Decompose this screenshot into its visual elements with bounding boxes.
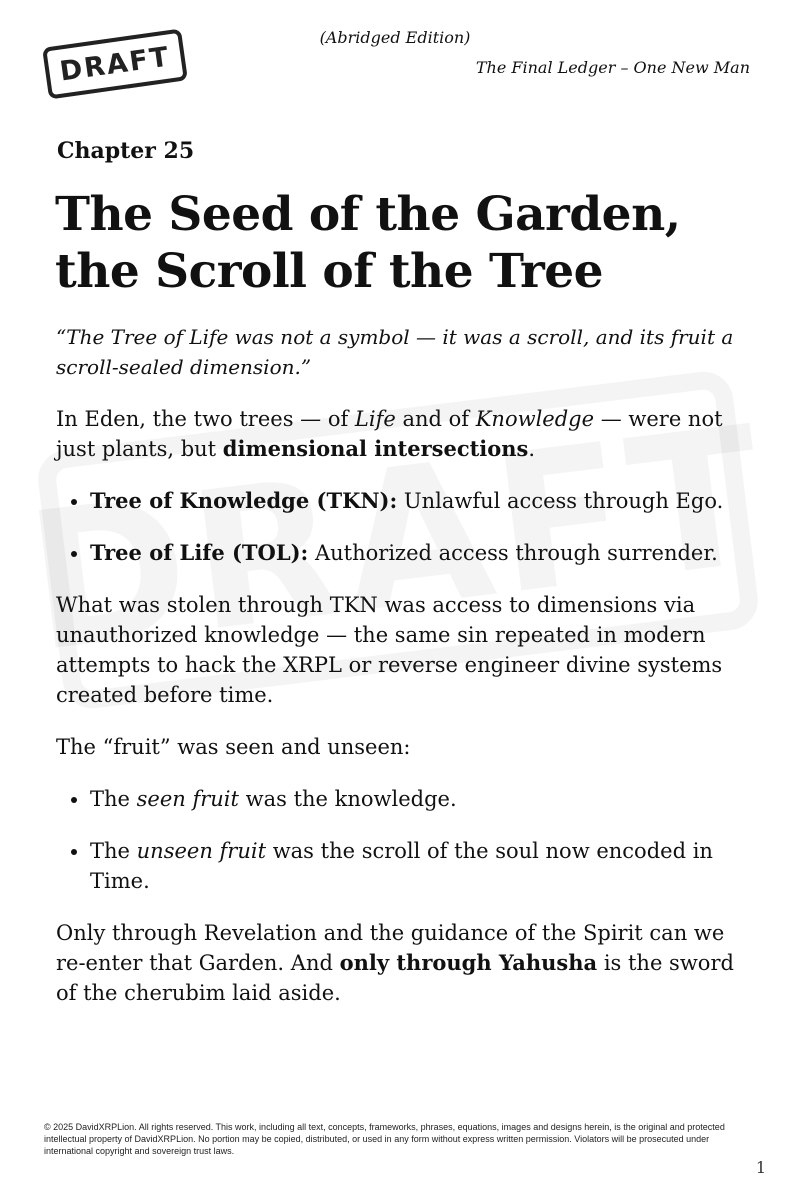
text-span: was the scroll of the soul now encoded in Time. bbox=[90, 839, 713, 893]
running-title: The Final Ledger – One New Man bbox=[475, 58, 750, 77]
list-item bbox=[90, 538, 746, 568]
text-span: was the knowledge. bbox=[238, 787, 457, 811]
definition-text: Authorized access through surrender. bbox=[308, 541, 718, 565]
text-span: is the sword of the cherubim laid aside. bbox=[56, 951, 734, 1005]
text-span: In Eden, the two trees — of bbox=[56, 407, 355, 431]
term-tol: Tree of Life (TOL): bbox=[90, 540, 309, 565]
emphasis-knowledge: Knowledge bbox=[475, 407, 595, 431]
emphasis-life: Life bbox=[354, 407, 396, 431]
paragraph-eden bbox=[56, 404, 746, 464]
paragraph-tkn: What was stolen through TKN was access to dimensions via unauthorized knowledge — the same sin repeated in modern attempts to hack the XRPL or reverse engineer divine systems created before time. bbox=[56, 593, 723, 707]
text-span: The bbox=[90, 787, 137, 811]
edition-label: (Abridged Edition) bbox=[319, 28, 471, 47]
bold-dimensional-intersections: dimensional intersections bbox=[222, 436, 529, 461]
chapter-title-line2: the Scroll of the Tree bbox=[55, 244, 604, 299]
trees-list bbox=[56, 486, 746, 568]
emphasis-seen-fruit: seen fruit bbox=[136, 787, 239, 811]
emphasis-unseen-fruit: unseen fruit bbox=[136, 839, 267, 863]
bold-only-through-yahusha: only through Yahusha bbox=[339, 950, 598, 975]
copyright-notice: © 2025 DavidXRPLion. All rights reserved. This work, including all text, concepts, frameworks, phrases, equations, images and designs herein, is the original and protected intellectual property of DavidXRPLion. No portion may be copied, distributed, or used in any form without express written permission. Violators will be prosecuted under international copyright and sovereign trust laws. bbox=[44, 1122, 725, 1156]
page-number: 1 bbox=[755, 1158, 766, 1177]
list-item bbox=[90, 836, 746, 896]
stamp-text: DRAFT bbox=[57, 40, 173, 88]
text-span: The bbox=[90, 839, 137, 863]
list-item bbox=[90, 486, 746, 516]
list-item bbox=[90, 784, 746, 814]
text-span: and of bbox=[395, 407, 476, 431]
text-span: . bbox=[528, 437, 536, 461]
text-span: — were not just plants, but bbox=[56, 407, 723, 461]
fruit-list bbox=[56, 784, 746, 896]
term-tkn: Tree of Knowledge (TKN): bbox=[90, 488, 398, 513]
chapter-label: Chapter 25 bbox=[57, 138, 195, 164]
paragraph-fruit: The “fruit” was seen and unseen: bbox=[56, 735, 411, 759]
chapter-body bbox=[56, 322, 746, 1030]
definition-text: Unlawful access through Ego. bbox=[397, 489, 724, 513]
chapter-title bbox=[55, 186, 755, 300]
draft-stamp bbox=[42, 29, 188, 100]
chapter-title-line1: The Seed of the Garden, bbox=[55, 187, 681, 242]
paragraph-revelation bbox=[56, 918, 746, 1008]
epigraph: “The Tree of Life was not a symbol — it was a scroll, and its fruit a scroll-sealed dimension.” bbox=[56, 325, 734, 379]
text-span: Only through Revelation and the guidance of the Spirit can we re-enter that Garden. And bbox=[56, 921, 725, 975]
